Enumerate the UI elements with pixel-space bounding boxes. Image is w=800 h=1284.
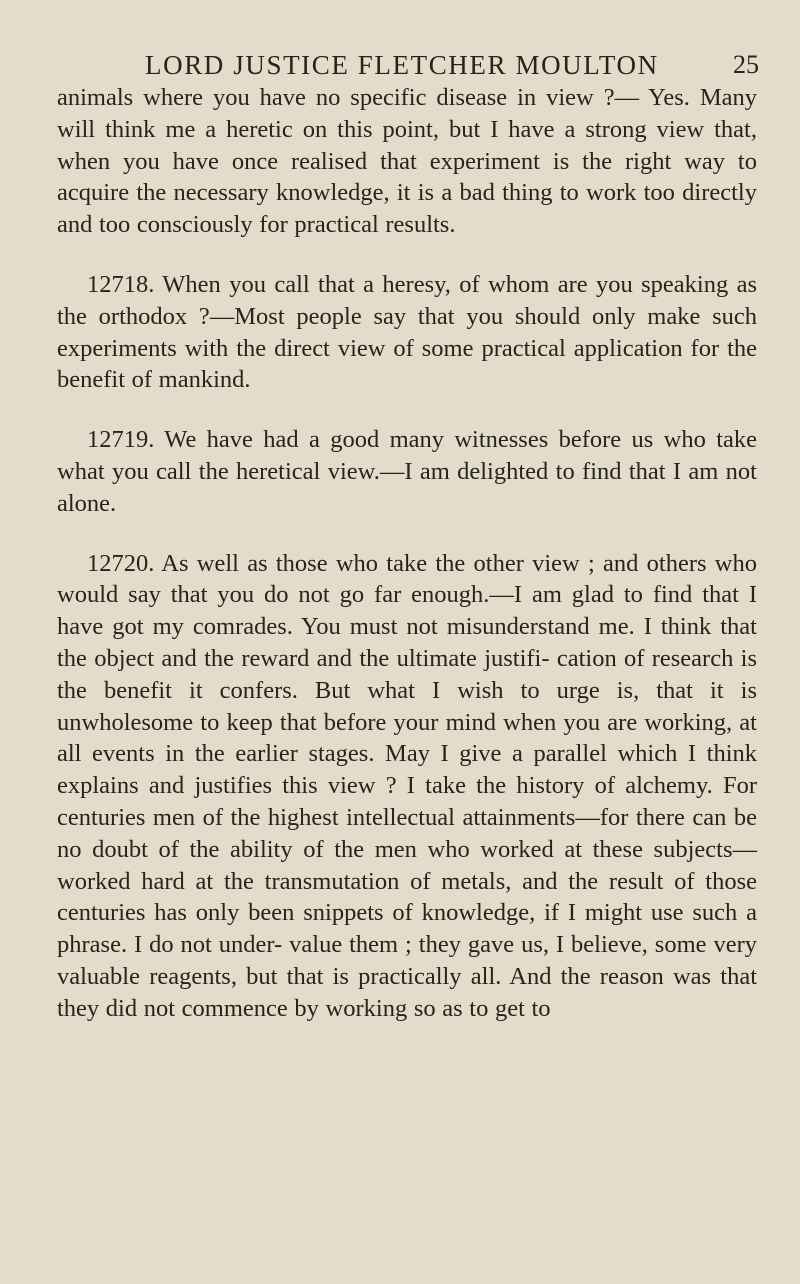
page-number: 25 [733, 50, 759, 79]
paragraph-12718: 12718. When you call that a heresy, of whom are you speaking as the orthodox ?—Most people say that you should only make such experiments with the direct view of some practical application for the benefit of mankind. [57, 270, 757, 394]
paragraph-continuation: animals where you have no specific disease in view ?— Yes. Many will think me a heretic on this point, but I have a strong view that, when you have once realised that experiment is the right way to acquire the necessary knowledge, it is a bad thing to work too directly and too consciously for practical results. [57, 84, 757, 239]
paragraph-12720: 12720. As well as those who take the other view ; and others who would say that you do not go far enough.—I am glad to find that I have got my comrades. You must not misunderstand me. I think that the object and the reward and the ultimate justifi- cation of research is the benefit it confers. But what I wish to urge is, that it is unwholesome to keep that before your mind when you are working, at all events in the earlier stages. May I give a parallel which I think explains and justifies this view ? I take the history of alchemy. For centuries men of the highest intellectual attainments—for there can be no doubt of the ability of the men who worked at these subjects— worked hard at the transmutation of metals, and the result of those centuries has only been snippets of knowledge, if I might use such a phrase. I do not under- value them ; they gave us, I believe, some very valuable reagents, but that is practically all. And the reason was that they did not commence by working so as to get to [57, 549, 757, 1022]
page-body [57, 82, 757, 1025]
running-title: LORD JUSTICE FLETCHER MOULTON [145, 50, 659, 80]
paragraph-12719: 12719. We have had a good many witnesses before us who take what you call the heretical view.—I am delighted to find that I am not alone. [57, 426, 757, 517]
